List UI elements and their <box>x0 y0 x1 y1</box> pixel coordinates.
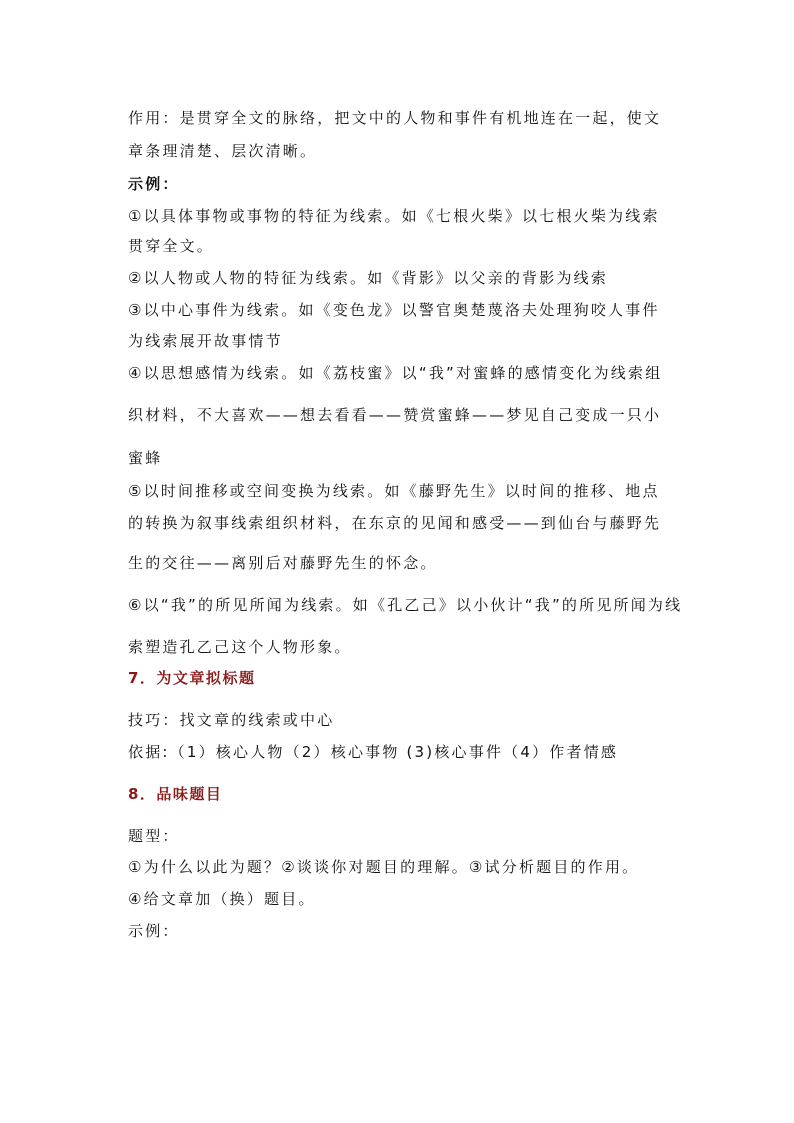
example-3-line-2: 为线索展开故事情节 <box>128 332 283 350</box>
question-types-line-2: ④给文章加（换）题目。 <box>128 890 316 908</box>
example-label: 示例： <box>128 175 180 193</box>
example-4-line-2: 织材料，不大喜欢——想去看看——赞赏蜜蜂——梦见自己变成一只小 <box>128 406 662 424</box>
example-5-line-1: ⑤以时间推移或空间变换为线索。如《藤野先生》以时间的推移、地点 <box>128 482 660 500</box>
example-3-line-1: ③以中心事件为线索。如《变色龙》以警官奥楚蔑洛夫处理狗咬人事件 <box>128 301 660 319</box>
section-8-heading: 8．品味题目 <box>128 785 223 803</box>
technique-line: 技巧：找文章的线索或中心 <box>128 711 335 729</box>
example-6-line-2: 索塑造孔乙己这个人物形象。 <box>128 638 352 656</box>
example-1-line-2: 贯穿全文。 <box>128 237 215 255</box>
example-2: ②以人物或人物的特征为线索。如《背影》以父亲的背影为线索 <box>128 269 609 287</box>
example-1-line-1: ①以具体事物或事物的特征为线索。如《七根火柴》以七根火柴为线索 <box>128 207 660 225</box>
example-4-line-1: ④以思想感情为线索。如《荔枝蜜》以“我”对蜜蜂的感情变化为线索组 <box>128 364 663 382</box>
example-5-line-2: 的转换为叙事线索组织材料，在东京的见闻和感受——到仙台与藤野先 <box>128 514 662 532</box>
paragraph-function-line-1: 作用：是贯穿全文的脉络，把文中的人物和事件有机地连在一起，使文 <box>128 109 662 127</box>
section-7-heading: 7．为文章拟标题 <box>128 669 256 687</box>
example-4-line-3: 蜜蜂 <box>128 449 163 467</box>
example-6-line-1: ⑥以“我”的所见所闻为线索。如《孔乙己》以小伙计“我”的所见所闻为线 <box>128 596 683 614</box>
basis-line: 依据:（1）核心人物（2）核心事物 (3)核心事件（4）作者情感 <box>128 743 619 761</box>
paragraph-function-line-2: 章条理清楚、层次清晰。 <box>128 142 318 160</box>
question-type-label: 题型： <box>128 827 180 845</box>
question-types-line-1: ①为什么以此为题？②谈谈你对题目的理解。③试分析题目的作用。 <box>128 858 640 876</box>
example-label-2: 示例： <box>128 922 180 940</box>
example-5-line-3: 生的交往——离别后对藤野先生的怀念。 <box>128 554 438 572</box>
